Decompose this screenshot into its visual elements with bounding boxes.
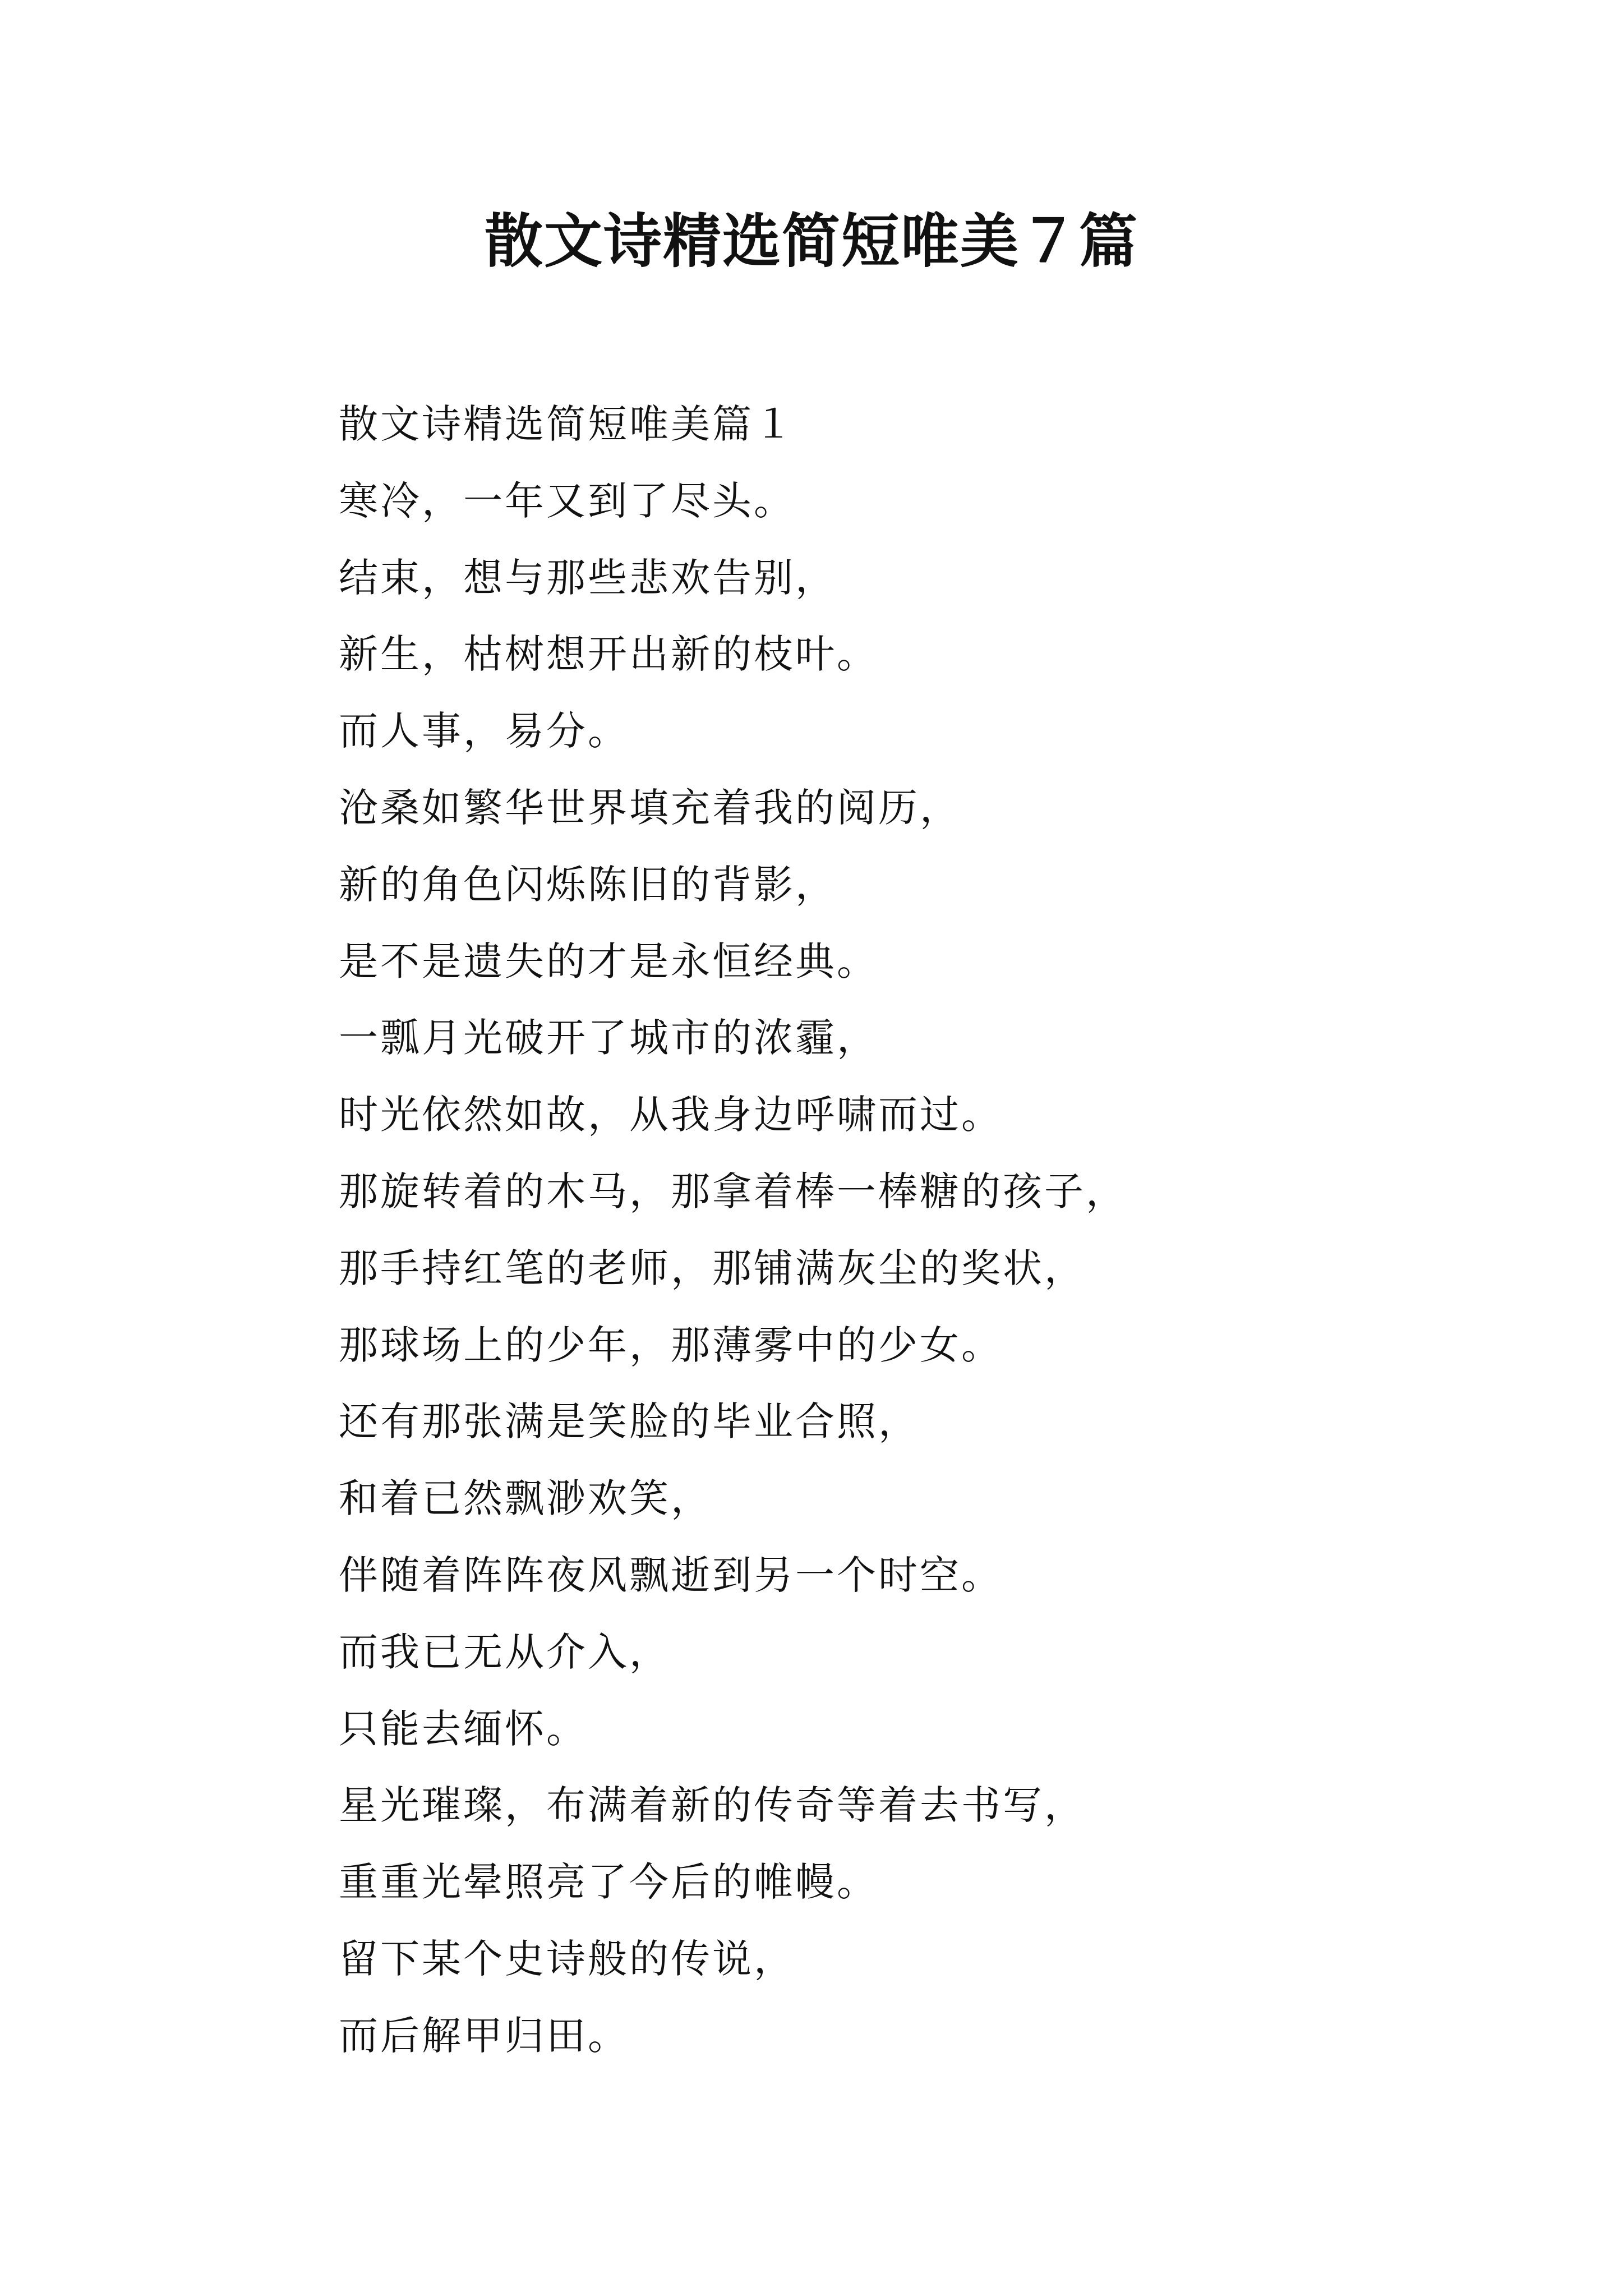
poem-line: 新生，枯树想开出新的枝叶。 xyxy=(339,631,878,678)
poem-line: 留下某个史诗般的传说， xyxy=(339,1935,795,1982)
document-title: 散文诗精选简短唯美７篇 xyxy=(484,206,1138,275)
poem-line: 结束，想与那些悲欢告别， xyxy=(339,554,837,601)
poem-line: 一瓢月光破开了城市的浓霾， xyxy=(339,1015,878,1061)
poem-line: 那球场上的少年，那薄雾中的少女。 xyxy=(339,1322,1003,1368)
poem-line: 时光依然如故，从我身边呼啸而过。 xyxy=(339,1092,1003,1138)
poem-line: 只能去缅怀。 xyxy=(339,1705,588,1752)
poem-line: 伴随着阵阵夜风飘逝到另一个时空。 xyxy=(339,1552,1003,1598)
poem-line: 是不是遗失的才是永恒经典。 xyxy=(339,938,878,984)
poem-line: 重重光晕照亮了今后的帷幔。 xyxy=(339,1859,878,1906)
poem-line: 而后解甲归田。 xyxy=(339,2012,629,2059)
poem-line: 那旋转着的木马，那拿着棒一棒糖的孩子， xyxy=(339,1168,1127,1214)
poem-line: 寒冷，一年又到了尽头。 xyxy=(339,477,795,524)
poem-body xyxy=(339,386,1516,2074)
poem-line: 而我已无从介入， xyxy=(339,1628,671,1675)
poem-line: 沧桑如繁华世界填充着我的阅历， xyxy=(339,784,961,831)
poem-line: 那手持红笔的老师，那铺满灰尘的奖状， xyxy=(339,1245,1086,1291)
poem-line: 还有那张满是笑脸的毕业合照， xyxy=(339,1398,920,1445)
poem-line: 星光璀璨，布满着新的传奇等着去书写， xyxy=(339,1782,1086,1829)
section-heading: 散文诗精选简短唯美篇１ xyxy=(339,401,795,447)
poem-line: 而人事，易分。 xyxy=(339,708,629,754)
poem-line: 和着已然飘渺欢笑， xyxy=(339,1475,712,1522)
poem-line: 新的角色闪烁陈旧的背影， xyxy=(339,861,837,908)
